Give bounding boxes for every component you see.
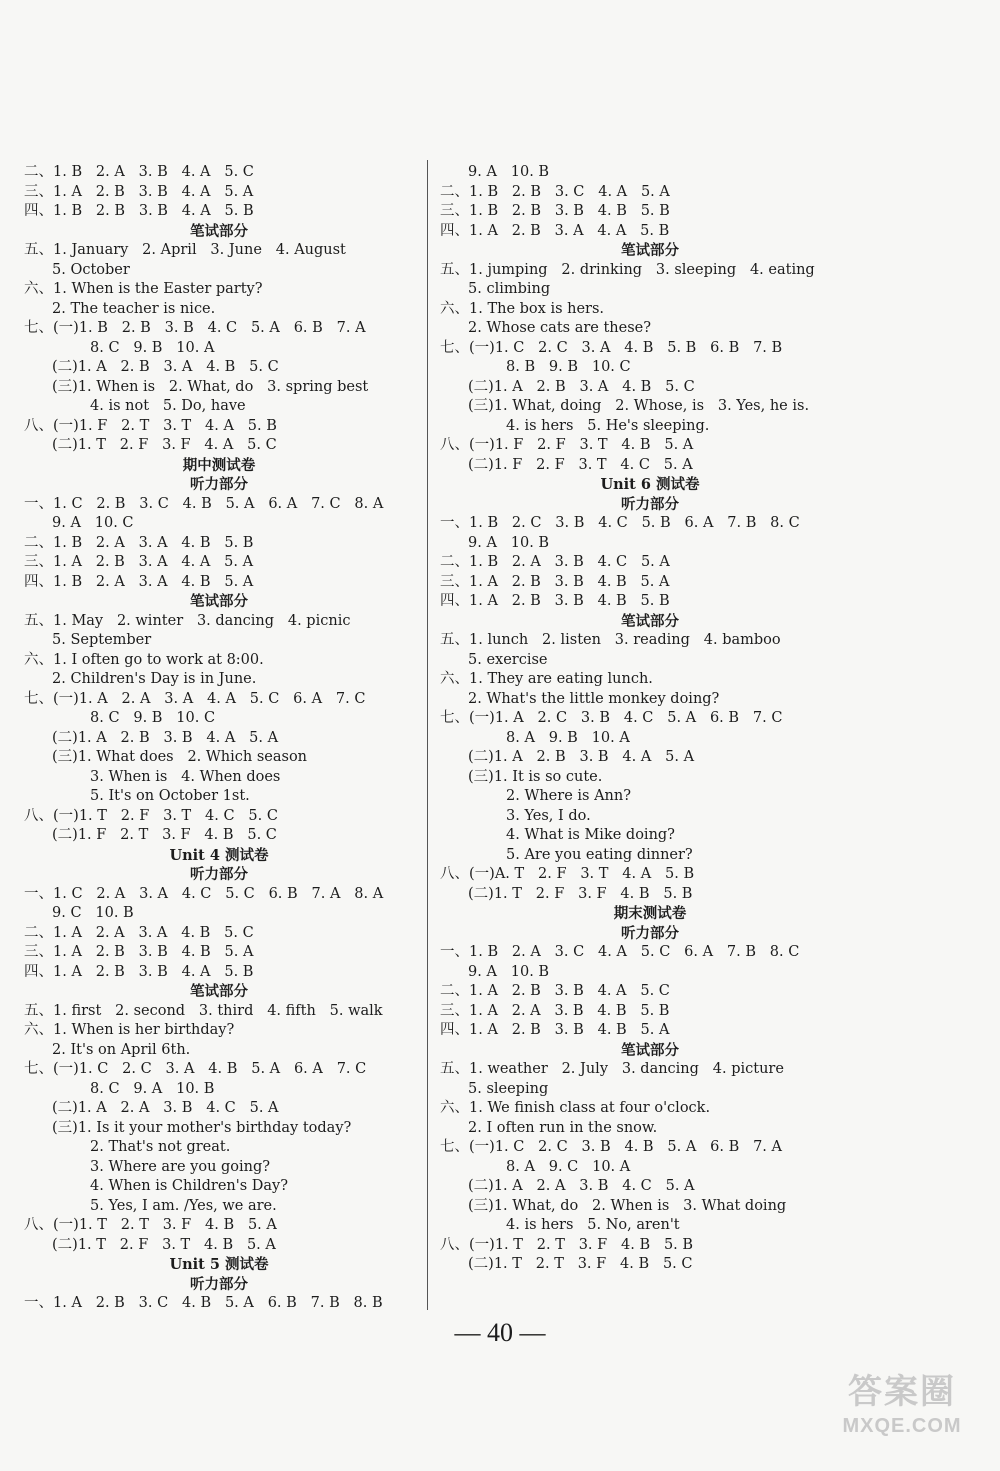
answer-line: 5. Are you eating dinner? (506, 846, 693, 863)
section-heading: Unit 5 测试卷 (169, 1256, 269, 1273)
answer-line: 一、1. B 2. C 3. B 4. C 5. B 6. A 7. B 8. C (440, 515, 800, 531)
answer-line: 4. is hers 5. He's sleeping. (506, 417, 710, 434)
answer-line: 4. What is Mike doing? (506, 827, 675, 843)
answer-line: 八、(一)A. T 2. F 3. T 4. A 5. B (440, 866, 695, 882)
section-heading: 笔试部分 (190, 593, 248, 610)
answer-line: 2. The teacher is nice. (52, 300, 216, 317)
answer-line: (二)1. T 2. F 3. F 4. B 5. B (468, 885, 693, 902)
answer-line: 5. September (52, 632, 152, 648)
section-heading: 笔试部分 (621, 612, 679, 630)
answer-line: 五、1. May 2. winter 3. dancing 4. picnic (24, 612, 351, 629)
answer-line: 8. C 9. B 10. A (90, 339, 215, 356)
left-answer-column (24, 163, 414, 1314)
answer-line: 8. B 9. B 10. C (506, 359, 631, 375)
answer-line: 七、(一)1. C 2. C 3. B 4. B 5. A 6. B 7. A (440, 1139, 782, 1155)
page-number: — 40 — (454, 1318, 546, 1347)
answer-line: 4. is not 5. Do, have (90, 398, 246, 414)
answer-line: 三、1. A 2. B 3. B 4. B 5. A (24, 944, 254, 960)
section-heading: 听力部分 (190, 866, 248, 883)
answer-line: 六、1. They are eating lunch. (440, 671, 653, 687)
answer-line: 5. October (52, 261, 130, 278)
answer-line: 9. A 10. B (468, 534, 550, 551)
answer-line: (二)1. A 2. A 3. B 4. C 5. A (52, 1100, 279, 1116)
answer-line: 一、1. B 2. A 3. C 4. A 5. C 6. A 7. B 8. C (440, 944, 800, 960)
answer-line: 三、1. A 2. A 3. B 4. B 5. B (440, 1002, 670, 1019)
answer-line: 9. C 10. B (52, 905, 134, 921)
section-heading: 期末测试卷 (613, 905, 687, 922)
answer-line: 四、1. A 2. B 3. A 4. A 5. B (440, 222, 670, 239)
answer-line: 三、1. A 2. B 3. A 4. A 5. A (24, 554, 254, 570)
answer-line: 八、(一)1. T 2. T 3. F 4. B 5. B (440, 1236, 694, 1253)
answer-line: (二)1. A 2. B 3. B 4. A 5. A (468, 749, 695, 765)
answer-line: 4. When is Children's Day? (90, 1178, 289, 1194)
answer-line: 三、1. A 2. B 3. B 4. B 5. A (440, 573, 670, 590)
answer-line: (二)1. A 2. B 3. A 4. B 5. C (468, 378, 695, 395)
section-heading: Unit 6 测试卷 (600, 476, 700, 493)
answer-line: (三)1. When is 2. What, do 3. spring best (52, 378, 369, 395)
answer-line: 9. A 10. B (468, 963, 550, 980)
answer-line: 二、1. A 2. A 3. A 4. B 5. C (24, 924, 254, 941)
answer-line: 二、1. B 2. A 3. A 4. B 5. B (24, 534, 254, 551)
section-heading: 笔试部分 (190, 983, 248, 1000)
answer-line: 四、1. A 2. B 3. B 4. B 5. B (440, 593, 670, 609)
answer-line: 六、1. I often go to work at 8:00. (24, 651, 264, 668)
answer-line: 五、1. lunch 2. listen 3. reading 4. bamboo (440, 632, 781, 648)
answer-line: 2. Whose cats are these? (468, 320, 651, 336)
section-heading: 笔试部分 (621, 242, 679, 259)
answer-line: (二)1. T 2. F 3. F 4. A 5. C (52, 437, 277, 453)
answer-line: 9. A 10. C (52, 515, 134, 531)
answer-line: 5. sleeping (468, 1080, 549, 1097)
answer-line: 六、1. When is the Easter party? (24, 281, 263, 297)
answer-line: 七、(一)1. B 2. B 3. B 4. C 5. A 6. B 7. A (24, 320, 366, 336)
answer-line: 2. Children's Day is in June. (52, 671, 257, 687)
answer-line: (二)1. T 2. T 3. F 4. B 5. C (468, 1256, 693, 1272)
answer-line: 2. I often run in the snow. (468, 1119, 658, 1136)
answer-line: 七、(一)1. C 2. C 3. A 4. B 5. A 6. A 7. C (24, 1061, 367, 1077)
section-heading: 听力部分 (621, 495, 679, 513)
column-divider (427, 160, 428, 1310)
section-heading: 听力部分 (190, 1275, 248, 1293)
answer-line: 一、1. C 2. A 3. A 4. C 5. C 6. B 7. A 8. A (24, 885, 384, 902)
answer-line: 七、(一)1. A 2. C 3. B 4. C 5. A 6. B 7. C (440, 710, 783, 726)
answer-line: (三)1. What, doing 2. Whose, is 3. Yes, he is. (468, 398, 810, 414)
answer-line: (二)1. F 2. T 3. F 4. B 5. C (52, 827, 277, 843)
answer-line: 六、1. When is her birthday? (24, 1022, 235, 1038)
answer-line: (三)1. What, do 2. When is 3. What doing (468, 1197, 787, 1214)
answer-line: (三)1. It is so cute. (468, 768, 603, 785)
answer-line: (三)1. Is it your mother's birthday today? (52, 1119, 352, 1136)
answer-line: 一、1. C 2. B 3. C 4. B 5. A 6. A 7. C 8. A (24, 495, 384, 512)
answer-line: 八、(一)1. T 2. F 3. T 4. C 5. C (24, 807, 278, 824)
answer-line: 5. exercise (468, 651, 548, 668)
answer-line: 四、1. A 2. B 3. B 4. A 5. B (24, 963, 254, 980)
answer-line: 5. climbing (468, 281, 551, 297)
answer-line: 六、1. We finish class at four o'clock. (440, 1100, 711, 1116)
answer-line: 3. When is 4. When does (90, 768, 281, 785)
answer-line: 三、1. B 2. B 3. B 4. B 5. B (440, 203, 670, 219)
answer-line: (二)1. A 2. B 3. A 4. B 5. C (52, 359, 279, 375)
answer-line: 七、(一)1. C 2. C 3. A 4. B 5. B 6. B 7. B (440, 339, 783, 356)
right-answer-column (440, 163, 860, 1275)
answer-line: 八、(一)1. T 2. T 3. F 4. B 5. A (24, 1217, 277, 1233)
answer-line: 四、1. A 2. B 3. B 4. B 5. A (440, 1022, 670, 1038)
answer-line: 3. Where are you going? (90, 1158, 271, 1175)
answer-line: 五、1. weather 2. July 3. dancing 4. picture (440, 1061, 784, 1077)
answer-line: 4. is hers 5. No, aren't (506, 1217, 680, 1233)
answer-line: (二)1. A 2. B 3. B 4. A 5. A (52, 729, 279, 746)
answer-line: 一、1. A 2. B 3. C 4. B 5. A 6. B 7. B 8. B (24, 1295, 383, 1311)
answer-line: (二)1. F 2. F 3. T 4. C 5. A (468, 456, 693, 473)
section-heading: Unit 4 测试卷 (169, 846, 269, 864)
answer-line: (二)1. T 2. F 3. T 4. B 5. A (52, 1236, 276, 1253)
answer-line: 二、1. A 2. B 3. B 4. A 5. C (440, 983, 670, 999)
answer-line: 5. Yes, I am. /Yes, we are. (90, 1197, 277, 1214)
answer-line: 8. A 9. C 10. A (506, 1158, 631, 1175)
answer-line: 2. Where is Ann? (506, 788, 631, 804)
watermark-domain: MXQE.COM (842, 1415, 962, 1437)
section-heading: 笔试部分 (621, 1041, 679, 1059)
answer-line: 四、1. B 2. A 3. A 4. B 5. A (24, 573, 254, 590)
section-heading: 听力部分 (190, 476, 248, 493)
answer-line: 3. Yes, I do. (506, 807, 591, 824)
answer-line: 八、(一)1. F 2. T 3. T 4. A 5. B (24, 417, 277, 434)
answer-line: 2. That's not great. (90, 1139, 231, 1155)
answer-line: 2. What's the little monkey doing? (468, 690, 720, 707)
section-heading: 笔试部分 (190, 222, 248, 240)
answer-line: 9. A 10. B (468, 164, 550, 180)
answer-line: (三)1. What does 2. Which season (52, 749, 308, 765)
section-heading: 期中测试卷 (182, 456, 256, 474)
watermark-logo (822, 1369, 982, 1459)
answer-line: 8. C 9. B 10. C (90, 710, 216, 726)
section-heading: 听力部分 (621, 924, 679, 942)
answer-line: 8. C 9. A 10. B (90, 1080, 215, 1097)
answer-line: 五、1. first 2. second 3. third 4. fifth 5. walk (24, 1002, 383, 1019)
answer-line: 三、1. A 2. B 3. B 4. A 5. A (24, 183, 254, 200)
watermark-text: 答案圈 (848, 1373, 956, 1411)
answer-line: 四、1. B 2. B 3. B 4. A 5. B (24, 203, 254, 219)
answer-line: 5. It's on October 1st. (90, 788, 250, 804)
answer-line: 六、1. The box is hers. (440, 300, 605, 317)
answer-line: (二)1. A 2. A 3. B 4. C 5. A (468, 1178, 695, 1194)
answer-line: 八、(一)1. F 2. F 3. T 4. B 5. A (440, 437, 694, 453)
answer-line: 五、1. January 2. April 3. June 4. August (24, 242, 346, 258)
answer-line: 8. A 9. B 10. A (506, 729, 630, 746)
answer-line: 2. It's on April 6th. (52, 1041, 191, 1058)
answer-line: 七、(一)1. A 2. A 3. A 4. A 5. C 6. A 7. C (24, 690, 366, 707)
answer-line: 五、1. jumping 2. drinking 3. sleeping 4. eating (440, 261, 815, 278)
answer-line: 二、1. B 2. A 3. B 4. A 5. C (24, 164, 254, 180)
answer-line: 二、1. B 2. A 3. B 4. C 5. A (440, 554, 670, 570)
answer-line: 二、1. B 2. B 3. C 4. A 5. A (440, 183, 670, 200)
